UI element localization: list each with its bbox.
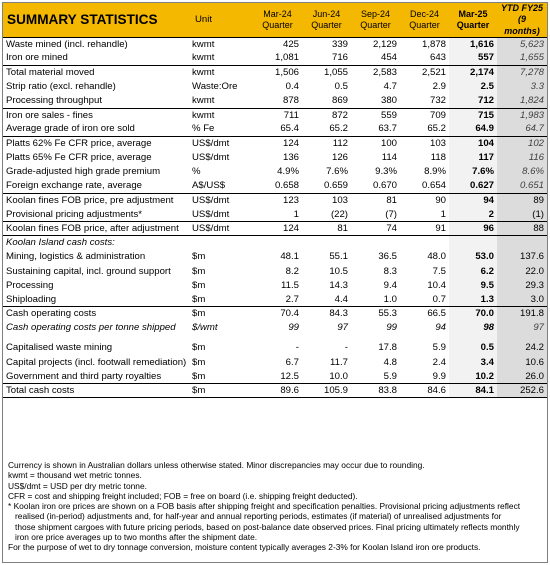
value-cell: 0.5 [334, 81, 348, 93]
row-unit: US$/dmt [192, 208, 230, 220]
current-quarter-cell: 64.9 [449, 122, 497, 136]
row-label: Platts 62% Fe CFR price, average [3, 137, 189, 151]
value-cell: 11.7 [330, 356, 348, 368]
current-quarter-cell: 0.5 [449, 341, 497, 355]
value-cell: 9.4 [383, 279, 397, 291]
col-header-sep24 [351, 3, 400, 37]
value-cell: 869 [331, 95, 348, 107]
value-cell: 103 [400, 137, 449, 151]
value-cell [302, 236, 351, 250]
value-cell: 7.5 [432, 265, 446, 277]
ytd-cell: 1,824 [497, 94, 547, 108]
table-row [3, 384, 547, 398]
value-cell: 91 [400, 222, 449, 236]
current-quarter-cell: 9.5 [449, 278, 497, 292]
row-unit: kwmt [192, 52, 215, 64]
current-quarter-cell: 2 [449, 208, 497, 222]
current-quarter-cell [449, 236, 497, 250]
value-cell: 112 [302, 137, 351, 151]
value-cell: 84.3 [302, 307, 351, 321]
value-cell: 872 [302, 108, 351, 122]
row-unit: $m [192, 370, 206, 382]
current-quarter-cell: 104 [449, 137, 497, 151]
current-quarter-cell: 712 [449, 94, 497, 108]
ytd-cell: 5,623 [497, 37, 547, 51]
ytd-cell: 7,278 [497, 66, 547, 80]
table-row [3, 355, 547, 369]
value-cell: 0.658 [274, 180, 299, 192]
value-cell: 99 [288, 322, 299, 334]
note: iron ore price averages up to two months after the shipment date. [15, 532, 258, 543]
row-label: Iron ore mined [6, 52, 68, 64]
current-quarter-cell: 70.0 [449, 307, 497, 321]
note: Currency is shown in Australian dollars unless otherwise stated. Minor discrepancies may occur due to rounding. [8, 460, 425, 470]
unit-header: Unit [189, 3, 253, 37]
col-header-line2: Quarter [262, 19, 293, 30]
value-cell: 118 [430, 152, 446, 164]
row-label: Shiploading [6, 293, 57, 305]
col-header-line2: Quarter [456, 19, 490, 30]
row-label: Total cash costs [3, 384, 189, 398]
ytd-cell: 1,655 [497, 51, 547, 65]
table-row [3, 165, 547, 179]
value-cell: 8.2 [285, 265, 299, 277]
value-cell: 10.4 [427, 279, 446, 291]
table-row [3, 193, 547, 207]
value-cell: 74 [351, 222, 400, 236]
row-label: Cash operating costs [3, 307, 189, 321]
row-unit: A$/US$ [192, 180, 226, 192]
value-cell: 9.3% [375, 166, 397, 178]
ytd-cell: 29.3 [497, 278, 547, 292]
value-cell: 1 [440, 208, 446, 220]
row-label: Grade-adjusted high grade premium [6, 166, 161, 178]
value-cell: 559 [351, 108, 400, 122]
value-cell: 732 [429, 95, 446, 107]
row-unit: % Fe [192, 123, 215, 135]
table-row [3, 66, 547, 80]
value-cell: 1,506 [253, 66, 302, 80]
current-quarter-cell: 7.6% [449, 165, 497, 179]
col-header-line1: Mar-25 [458, 8, 488, 19]
row-unit: US$/dmt [189, 222, 253, 236]
value-cell: 1,081 [274, 52, 299, 64]
value-cell: 124 [253, 222, 302, 236]
value-cell: 90 [400, 193, 449, 207]
value-cell: 1.0 [383, 293, 397, 305]
row-unit: US$/dmt [189, 137, 253, 151]
ytd-cell: 252.6 [497, 384, 547, 398]
table-row [3, 137, 547, 151]
table-row [3, 321, 547, 335]
value-cell: 65.2 [427, 123, 446, 135]
ytd-cell: 24.2 [497, 341, 547, 355]
value-cell: 94 [435, 322, 446, 334]
value-cell: 9.9 [432, 370, 446, 382]
table-row [3, 80, 547, 94]
current-quarter-cell: 6.2 [449, 264, 497, 278]
value-cell: 81 [351, 193, 400, 207]
value-cell: 103 [302, 193, 351, 207]
col-header-ytd [497, 3, 547, 37]
value-cell: 6.7 [285, 356, 299, 368]
current-quarter-cell: 1,616 [449, 37, 497, 51]
value-cell: 63.7 [378, 123, 397, 135]
ytd-cell: 89 [497, 193, 547, 207]
value-cell: 0.670 [372, 180, 397, 192]
table-row [3, 370, 547, 384]
row-label: Total material moved [3, 66, 189, 80]
value-cell: 8.3 [383, 265, 397, 277]
col-header-line1: Jun-24 [312, 8, 341, 19]
table-row [3, 293, 547, 307]
col-header-line2: Quarter [360, 19, 391, 30]
value-cell: 48.1 [280, 251, 299, 263]
value-cell: 7.6% [326, 166, 348, 178]
current-quarter-cell: 2.5 [449, 80, 497, 94]
col-header-line1: Mar-24 [263, 8, 292, 19]
row-label: Provisional pricing adjustments* [6, 208, 142, 220]
note: realised (in-period) adjustments and, for half-year and annual reporting periods, estimates (if material) of unrealised adjustments for [15, 511, 502, 522]
ytd-cell: 116 [497, 151, 547, 165]
value-cell: 48.0 [427, 251, 446, 263]
value-cell [253, 236, 302, 250]
value-cell: 711 [253, 108, 302, 122]
value-cell: 339 [302, 37, 351, 51]
table-row [3, 341, 547, 355]
row-unit: $m [192, 342, 206, 354]
table-row [3, 208, 547, 222]
section-header-row [3, 236, 547, 250]
ytd-cell: 3.3 [497, 80, 547, 94]
value-cell: 2,129 [351, 37, 400, 51]
value-cell: 114 [381, 152, 397, 164]
current-quarter-cell: 53.0 [449, 250, 497, 264]
table-row [3, 108, 547, 122]
note: CFR = cost and shipping freight included; FOB = free on board (i.e. shipping freight deducted). [8, 490, 358, 501]
value-cell: 2.7 [285, 293, 299, 305]
value-cell: 1,878 [400, 37, 449, 51]
table-title: SUMMARY STATISTICS [3, 3, 189, 37]
row-unit: $m [192, 265, 206, 277]
row-unit: $m [189, 307, 253, 321]
row-label: Mining, logistics & administration [6, 251, 146, 263]
value-cell: 70.4 [253, 307, 302, 321]
row-label: Platts 65% Fe CFR price, average [6, 152, 152, 164]
value-cell: 709 [400, 108, 449, 122]
table-row [3, 278, 547, 292]
ytd-cell: 88 [497, 222, 547, 236]
row-label: Strip ratio (excl. rehandle) [6, 81, 116, 93]
value-cell: 1,055 [302, 66, 351, 80]
row-unit: $/wmt [192, 322, 218, 334]
current-quarter-cell: 715 [449, 108, 497, 122]
value-cell [351, 236, 400, 250]
row-label: Capitalised waste mining [6, 342, 113, 354]
ytd-cell: 64.7 [497, 122, 547, 136]
value-cell: 12.5 [280, 370, 299, 382]
col-header-line1: YTD FY25 [500, 3, 543, 13]
ytd-cell: 97 [497, 321, 547, 335]
col-header-line2: Quarter [409, 19, 440, 30]
table-row [3, 122, 547, 136]
col-header-line1: Dec-24 [409, 8, 439, 19]
table-row [3, 37, 547, 51]
col-header-line2: (9 months) [504, 14, 540, 36]
value-cell: 123 [253, 193, 302, 207]
value-cell: 84.6 [400, 384, 449, 398]
ytd-cell: 1,983 [497, 108, 547, 122]
value-cell: 716 [331, 52, 348, 64]
value-cell: 65.4 [280, 123, 299, 135]
value-cell: 380 [380, 95, 397, 107]
value-cell: 105.9 [302, 384, 351, 398]
note: kwmt = thousand wet metric tonnes. [8, 470, 142, 481]
value-cell: 36.5 [378, 251, 397, 263]
current-quarter-cell: 10.2 [449, 370, 497, 384]
value-cell: 55.3 [351, 307, 400, 321]
ytd-cell: 22.0 [497, 264, 547, 278]
footnotes [8, 460, 544, 553]
value-cell: (22) [330, 208, 348, 220]
row-unit: $m [189, 384, 253, 398]
current-quarter-cell: 2,174 [449, 66, 497, 80]
note: For the purpose of wet to dry tonnage conversion, moisture content typically averages 2-3% for Koolan Island iron ore products. [8, 542, 481, 553]
current-quarter-cell: 94 [449, 193, 497, 207]
current-quarter-cell: 1.3 [449, 293, 497, 307]
value-cell: 89.6 [253, 384, 302, 398]
current-quarter-cell: 117 [449, 151, 497, 165]
row-unit: kwmt [192, 95, 215, 107]
summary-statistics-table [3, 3, 547, 398]
value-cell: 126 [331, 152, 348, 164]
table-row [3, 307, 547, 321]
value-cell: 2,583 [351, 66, 400, 80]
value-cell: 8.9% [424, 166, 446, 178]
ytd-cell: 102 [497, 137, 547, 151]
table-row [3, 51, 547, 65]
col-header-line1: Sep-24 [360, 8, 391, 19]
ytd-cell: 10.6 [497, 355, 547, 369]
value-cell: 2.4 [432, 356, 446, 368]
value-cell: 97 [337, 322, 348, 334]
value-cell: 10.0 [329, 370, 348, 382]
value-cell: 0.654 [421, 180, 446, 192]
value-cell: 136 [282, 152, 299, 164]
row-label: Sustaining capital, incl. ground support [6, 265, 171, 277]
current-quarter-cell: 3.4 [449, 355, 497, 369]
ytd-cell [497, 236, 547, 250]
ytd-cell: 0.651 [497, 179, 547, 193]
col-header-mar24 [253, 3, 302, 37]
value-cell: 4.9% [277, 166, 299, 178]
row-label: Cash operating costs per tonne shipped [6, 322, 176, 334]
row-label: Average grade of iron ore sold [6, 123, 135, 135]
row-label: Iron ore sales - fines [3, 108, 189, 122]
row-unit: US$/dmt [192, 152, 230, 164]
value-cell: 425 [253, 37, 302, 51]
ytd-cell: 3.0 [497, 293, 547, 307]
value-cell: 4.8 [383, 356, 397, 368]
table-row [3, 151, 547, 165]
ytd-cell: (1) [497, 208, 547, 222]
row-label: Koolan Island cash costs: [3, 236, 189, 250]
value-cell: 65.2 [329, 123, 348, 135]
value-cell: 14.3 [329, 279, 348, 291]
current-quarter-cell: 98 [449, 321, 497, 335]
value-cell: 99 [386, 322, 397, 334]
col-header-jun24 [302, 3, 351, 37]
row-unit: $m [192, 251, 206, 263]
ytd-cell: 26.0 [497, 370, 547, 384]
value-cell: 643 [429, 52, 446, 64]
note: US$/dmt = USD per dry metric tonne. [8, 480, 147, 491]
value-cell: 17.8 [378, 342, 397, 354]
col-header-line2: Quarter [311, 19, 342, 30]
row-label: Koolan fines FOB price, after adjustment [3, 222, 189, 236]
value-cell: 83.8 [351, 384, 400, 398]
row-unit: % [192, 166, 201, 178]
value-cell: 100 [351, 137, 400, 151]
row-unit: US$/dmt [189, 193, 253, 207]
value-cell: 0.659 [323, 180, 348, 192]
value-cell: 1 [293, 208, 299, 220]
value-cell: 55.1 [329, 251, 348, 263]
value-cell: 11.5 [281, 279, 299, 291]
ytd-cell: 8.6% [497, 165, 547, 179]
row-unit: kwmt [189, 108, 253, 122]
value-cell: 124 [253, 137, 302, 151]
row-unit: kwmt [189, 66, 253, 80]
value-cell: 0.7 [432, 293, 446, 305]
row-unit: Waste:Ore [192, 81, 238, 93]
note: * Koolan iron ore prices are shown on a FOB basis after shipping freight and specification penalties. Provisional pricing adjustments reflect [8, 501, 521, 512]
row-unit: $m [192, 293, 206, 305]
table-row [3, 94, 547, 108]
value-cell: - [344, 342, 348, 354]
value-cell: 454 [380, 52, 397, 64]
row-label: Foreign exchange rate, average [6, 180, 142, 192]
current-quarter-cell: 84.1 [449, 384, 497, 398]
value-cell [400, 236, 449, 250]
row-label: Processing throughput [6, 95, 102, 107]
row-label: Capital projects (incl. footwall remediation) [6, 356, 187, 368]
note: those shipment cargoes with future pricing periods, based on post-balance date observed prices. Final pricing ultimately reflects monthly [15, 521, 520, 532]
row-label: Processing [6, 279, 54, 291]
value-cell: 2,521 [400, 66, 449, 80]
current-quarter-cell: 0.627 [449, 179, 497, 193]
value-cell: 81 [302, 222, 351, 236]
header-row [3, 3, 547, 37]
value-cell: 0.4 [285, 81, 299, 93]
table-row [3, 179, 547, 193]
row-unit: $m [192, 279, 206, 291]
table-row [3, 264, 547, 278]
col-header-dec24 [400, 3, 449, 37]
col-header-mar25 [449, 3, 497, 37]
ytd-cell: 137.6 [497, 250, 547, 264]
value-cell: 4.7 [383, 81, 397, 93]
current-quarter-cell: 557 [449, 51, 497, 65]
row-unit: $m [192, 356, 206, 368]
value-cell: 4.4 [334, 293, 348, 305]
value-cell: 5.9 [432, 342, 446, 354]
table-row [3, 222, 547, 236]
row-label: Waste mined (incl. rehandle) [3, 37, 189, 51]
value-cell: 66.5 [400, 307, 449, 321]
value-cell: 2.9 [432, 81, 446, 93]
value-cell: 878 [282, 95, 299, 107]
row-label: Koolan fines FOB price, pre adjustment [3, 193, 189, 207]
value-cell: 5.9 [383, 370, 397, 382]
row-label: Government and third party royalties [6, 370, 162, 382]
row-unit [189, 236, 253, 250]
value-cell: - [295, 342, 299, 354]
table-row [3, 250, 547, 264]
current-quarter-cell: 96 [449, 222, 497, 236]
row-unit: kwmt [189, 37, 253, 51]
value-cell: 10.5 [329, 265, 348, 277]
value-cell: (7) [385, 208, 397, 220]
ytd-cell: 191.8 [497, 307, 547, 321]
